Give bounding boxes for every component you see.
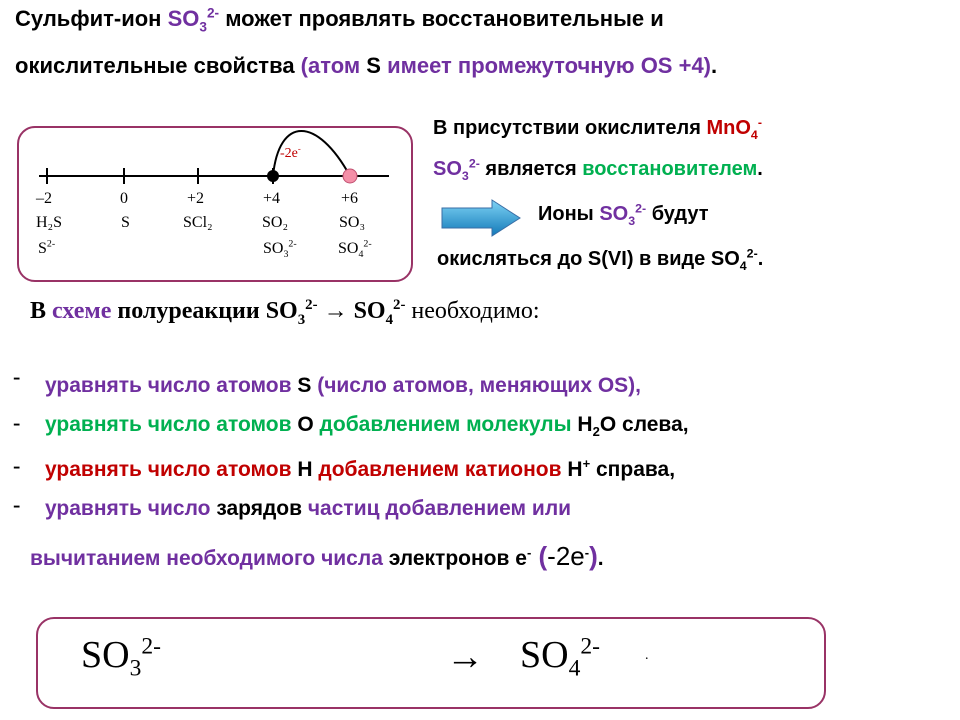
- target-state-dot: [343, 169, 357, 183]
- rule-item: уравнять число атомов H добавлением катионов H+ справа,: [45, 456, 676, 481]
- equation-dot: .: [645, 648, 649, 663]
- intro-note: (атом S имеет промежуточную OS +4): [300, 53, 712, 78]
- ion-label: $S^{2-}$: [38, 238, 56, 257]
- intro-line-2: [15, 53, 717, 79]
- oxidizer-line: В присутствии окислителя MnO$_4$-: [433, 115, 762, 142]
- equation-left: $SO_3^{2-}$: [81, 633, 161, 682]
- intro-period: .: [711, 53, 718, 78]
- ion-label: $SO_3^{2-}$: [263, 238, 297, 261]
- right-arrow-icon: [440, 198, 522, 238]
- rule-item: уравнять число атомов S (число атомов, меняющих OS),: [45, 374, 642, 397]
- sulfite-formula: $SO_3^{2-}$: [433, 156, 480, 183]
- tick-label: +4: [263, 190, 281, 207]
- equation-right: $SO_4^{2-}$: [520, 633, 600, 682]
- tick-label: +2: [187, 190, 205, 207]
- tick-label: –2: [36, 190, 52, 207]
- scheme-heading: В схеме полуреакции $SO_3^{2-} \to SO_4^{2-}$ необходимо:: [30, 297, 540, 328]
- permanganate-formula: MnO$_4$-: [706, 115, 762, 142]
- rule-item-continued: вычитанием необходимого числа электронов e- (-2e-).: [30, 541, 604, 571]
- equation-arrow: →: [446, 636, 484, 678]
- current-state-dot: [267, 170, 279, 182]
- compound-label: SO₃: [339, 214, 366, 231]
- bullet-dash: -: [13, 453, 21, 478]
- compound-label: SO₂: [262, 214, 289, 231]
- reducer-word: восстановителем: [582, 158, 758, 180]
- sulfite-formula: $SO_3^{2-}$: [167, 5, 220, 35]
- rule-item: уравнять число зарядов частиц добавлением или: [45, 497, 572, 520]
- scheme-word: схеме: [52, 298, 112, 324]
- intro-text: Сульфит-ион: [15, 6, 168, 31]
- bullet-dash: -: [13, 492, 21, 517]
- compound-label: H₂S: [36, 214, 63, 231]
- bullet-dash: -: [13, 364, 21, 389]
- tick-label: +6: [341, 190, 359, 207]
- compound-label: S: [121, 214, 130, 231]
- rule-item: уравнять число атомов O добавлением молекулы $H_2O$ слева,: [45, 413, 689, 440]
- tick-label: 0: [120, 190, 128, 207]
- ions-line: Ионы $SO_3^{2-}$ будут: [538, 201, 709, 228]
- intro-text-3: окислительные свойства: [15, 53, 301, 78]
- reducer-line: $SO_3^{2-}$ является восстановителем.: [433, 156, 763, 183]
- bullet-dash: -: [13, 410, 21, 435]
- intro-line-1: [15, 5, 664, 35]
- ion-label: $SO_4^{2-}$: [338, 238, 372, 261]
- compound-label: SCl₂: [183, 214, 213, 231]
- intro-text-2: может проявлять восстановительные и: [219, 6, 664, 31]
- oxidation-result-line: окисляться до S(VI) в виде $SO_4^{2-}$.: [437, 246, 764, 273]
- sulfite-formula: $SO_3^{2-}$: [599, 201, 647, 228]
- electron-label: -2e-: [280, 143, 301, 161]
